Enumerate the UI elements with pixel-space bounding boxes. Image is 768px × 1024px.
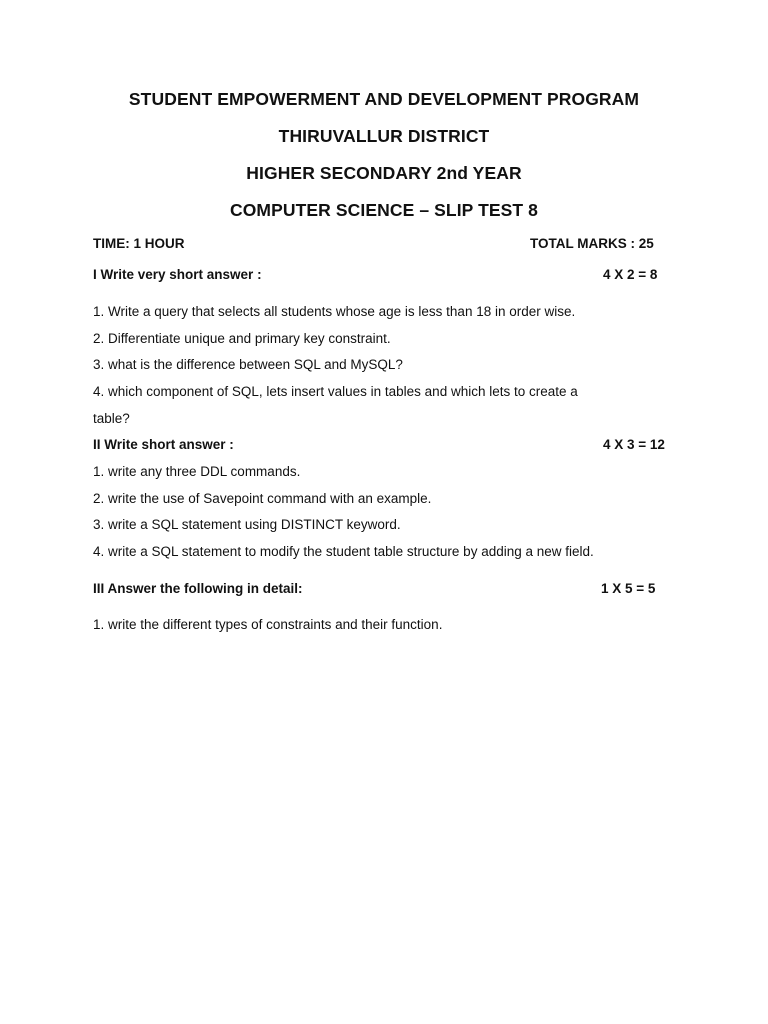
time-label: TIME: 1 HOUR — [93, 236, 185, 251]
question-item: 3. what is the difference between SQL and MySQL? — [93, 357, 403, 372]
question-item: 1. write any three DDL commands. — [93, 464, 301, 479]
question-item: 2. Differentiate unique and primary key constraint. — [93, 331, 391, 346]
section-3-marks: 1 X 5 = 5 — [601, 581, 656, 596]
section-2-marks: 4 X 3 = 12 — [603, 437, 665, 452]
question-item: 1. Write a query that selects all students whose age is less than 18 in order wise. — [93, 304, 576, 319]
question-item-continued: table? — [93, 411, 130, 426]
class-title: HIGHER SECONDARY 2nd YEAR — [246, 163, 522, 183]
question-item: 4. which component of SQL, lets insert values in tables and which lets to create a — [93, 384, 578, 399]
section-2-title: II Write short answer : — [93, 437, 234, 452]
section-1-title: I Write very short answer : — [93, 267, 262, 282]
subject-title: COMPUTER SCIENCE – SLIP TEST 8 — [229, 200, 538, 220]
question-item: 1. write the different types of constraints and their function. — [93, 617, 443, 632]
question-item: 2. write the use of Savepoint command with an example. — [93, 491, 432, 506]
district-title: THIRUVALLUR DISTRICT — [278, 126, 490, 146]
program-title: STUDENT EMPOWERMENT AND DEVELOPMENT PROGRAM — [128, 89, 640, 109]
total-marks-label: TOTAL MARKS : 25 — [530, 236, 654, 251]
section-1-marks: 4 X 2 = 8 — [603, 267, 658, 282]
question-item: 4. write a SQL statement to modify the student table structure by adding a new field. — [93, 544, 594, 559]
question-item: 3. write a SQL statement using DISTINCT keyword. — [93, 517, 401, 532]
section-3-title: III Answer the following in detail: — [93, 581, 303, 596]
